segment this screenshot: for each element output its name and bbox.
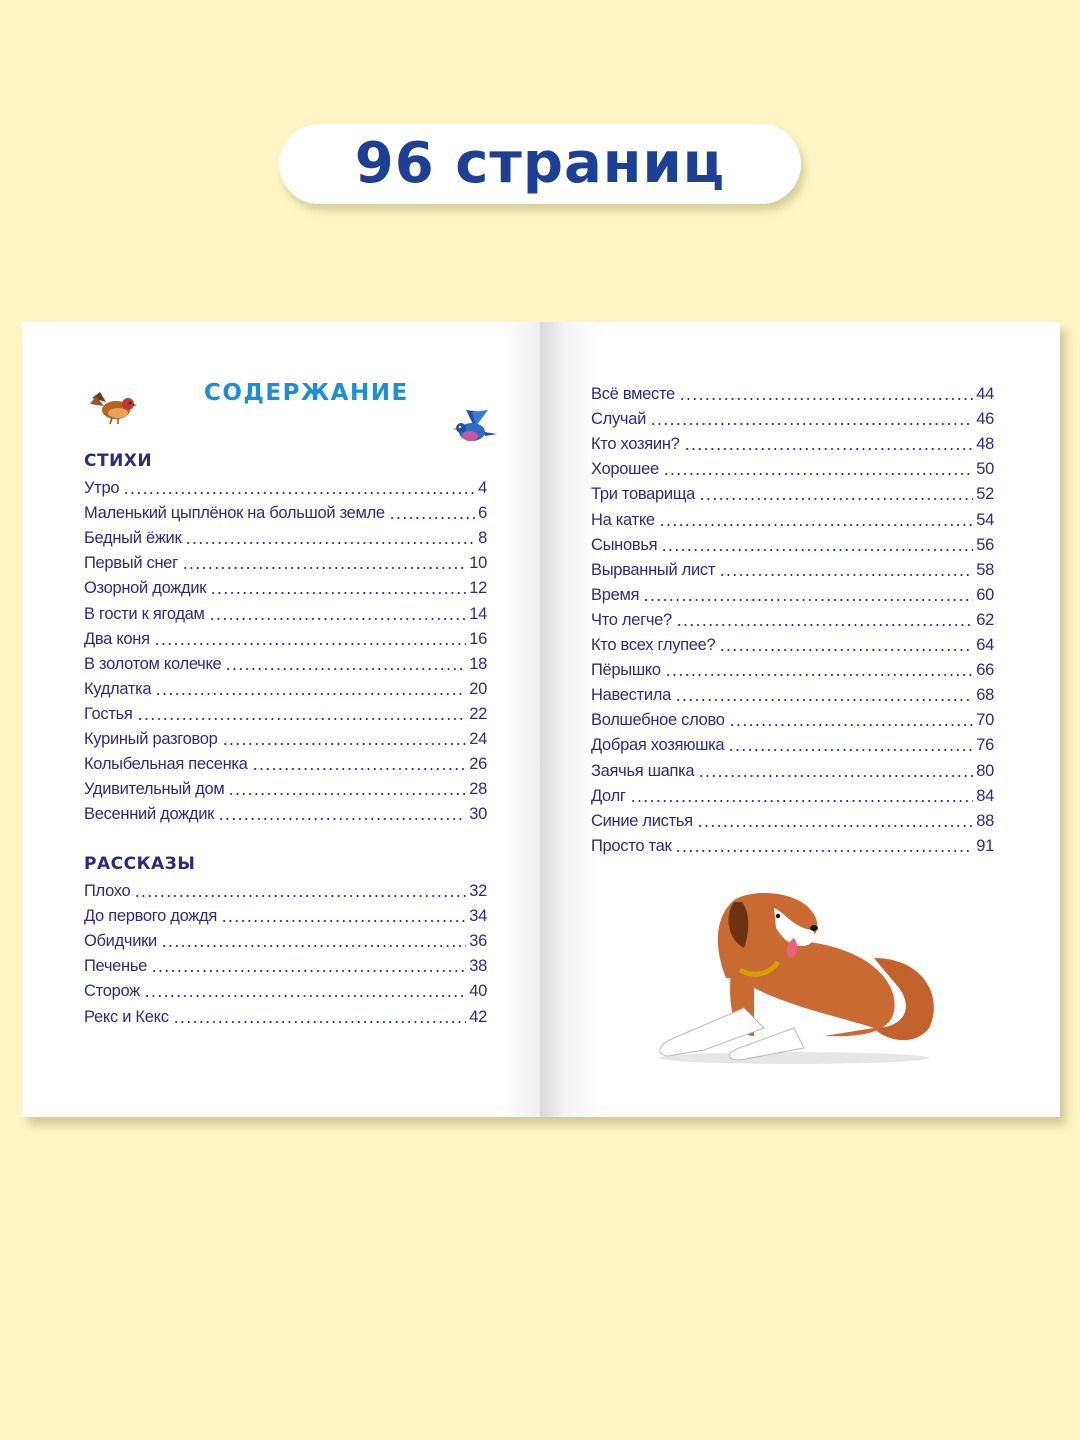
- page-count-text: 96 страниц: [354, 131, 726, 196]
- toc-entry: [591, 783, 994, 808]
- poems-list: [84, 475, 487, 826]
- toc-entry-title: Хорошее: [591, 460, 659, 479]
- toc-entry-title: Случай: [591, 410, 646, 429]
- toc-entry-page: 54: [976, 510, 994, 529]
- toc-entry-page: 62: [976, 610, 994, 629]
- toc-entry: [84, 676, 487, 701]
- toc-entry: [591, 582, 994, 607]
- toc-entry: [84, 751, 487, 776]
- toc-entry-page: 8: [478, 529, 487, 548]
- toc-entry-page: 4: [478, 479, 487, 498]
- toc-entry-page: 60: [976, 585, 994, 604]
- toc-entry: [84, 928, 487, 953]
- toc-entry-title: Два коня: [84, 629, 150, 648]
- toc-entry-page: 48: [976, 435, 994, 454]
- toc-entry-title: Синие листья: [591, 811, 693, 830]
- toc-entry: [84, 978, 487, 1003]
- toc-entry-page: 28: [469, 780, 487, 799]
- toc-entry: [84, 475, 487, 500]
- toc-entry: [591, 557, 994, 582]
- toc-entry: [591, 757, 994, 782]
- toc-entry-page: 24: [469, 730, 487, 749]
- toc-entry-title: Плохо: [84, 882, 131, 901]
- toc-entry-page: 80: [976, 761, 994, 780]
- toc-entry-title: Кто всех глупее?: [591, 636, 716, 655]
- toc-entry: [84, 953, 487, 978]
- toc-title: СОДЕРЖАНИЕ: [204, 380, 409, 406]
- toc-entry: [591, 431, 994, 456]
- toc-entry-title: На катке: [591, 510, 655, 529]
- toc-entry-title: Бедный ёжик: [84, 529, 182, 548]
- stories-list: [84, 878, 487, 1029]
- saint-bernard-dog: [644, 888, 944, 1068]
- toc-entry-title: Озорной дождик: [84, 579, 207, 598]
- toc-entry-page: 16: [469, 629, 487, 648]
- dot-leader: [659, 524, 973, 526]
- toc-entry: [591, 481, 994, 506]
- toc-entry-page: 38: [469, 957, 487, 976]
- toc-entry-title: Сыновья: [591, 535, 658, 554]
- toc-entry-title: Просто так: [591, 836, 672, 855]
- toc-entry-title: Куриный разговор: [84, 730, 218, 749]
- dot-leader: [650, 423, 973, 425]
- dot-leader: [697, 825, 973, 827]
- toc-entry: [84, 726, 487, 751]
- toc-entry-title: Кудлатка: [84, 679, 152, 698]
- toc-entry-page: 14: [469, 604, 487, 623]
- dot-leader: [679, 398, 973, 400]
- toc-entry-title: Вырванный лист: [591, 560, 716, 579]
- right-column-list: [591, 381, 994, 858]
- toc-entry: [591, 808, 994, 833]
- toc-entry-page: 34: [469, 907, 487, 926]
- dot-leader: [698, 775, 973, 777]
- toc-entry: [84, 550, 487, 575]
- toc-entry-title: Рекс и Кекс: [84, 1007, 169, 1026]
- toc-entry-page: 91: [976, 836, 994, 855]
- dot-leader: [154, 643, 466, 645]
- toc-entry-page: 10: [469, 554, 487, 573]
- dot-leader: [252, 768, 467, 770]
- dot-leader: [144, 995, 466, 997]
- toc-entry-title: В гости к ягодам: [84, 604, 205, 623]
- toc-entry: [591, 657, 994, 682]
- toc-entry-page: 12: [469, 579, 487, 598]
- dot-leader: [661, 549, 973, 551]
- toc-entry-page: 26: [469, 755, 487, 774]
- page-count-banner: [279, 124, 801, 204]
- toc-entry-title: До первого дождя: [84, 907, 218, 926]
- dot-leader: [729, 724, 974, 726]
- toc-entry-page: 18: [469, 654, 487, 673]
- toc-entry-title: Добрая хозяюшка: [591, 736, 725, 755]
- toc-entry-page: 44: [976, 385, 994, 404]
- toc-entry-title: Удивительный дом: [84, 780, 225, 799]
- toc-entry: [591, 707, 994, 732]
- dot-leader: [123, 492, 475, 494]
- toc-entry-page: 84: [976, 786, 994, 805]
- dot-leader: [675, 699, 973, 701]
- toc-entry-title: Колыбельная песенка: [84, 755, 248, 774]
- toc-entry-page: 20: [469, 679, 487, 698]
- toc-entry: [591, 406, 994, 431]
- toc-entry-page: 58: [976, 560, 994, 579]
- toc-entry-page: 76: [976, 736, 994, 755]
- toc-entry-page: 88: [976, 811, 994, 830]
- dot-leader: [699, 498, 973, 500]
- toc-entry: [591, 381, 994, 406]
- dot-leader: [173, 1021, 467, 1023]
- toc-entry: [591, 506, 994, 531]
- toc-entry-title: Маленький цыплёнок на большой земле: [84, 504, 385, 523]
- toc-entry-page: 36: [469, 932, 487, 951]
- toc-entry: [84, 651, 487, 676]
- dot-leader: [675, 850, 973, 852]
- dot-leader: [676, 624, 973, 626]
- toc-entry-title: Обидчики: [84, 932, 157, 951]
- toc-entry-title: Время: [591, 585, 640, 604]
- toc-entry: [591, 682, 994, 707]
- toc-entry-page: 66: [976, 661, 994, 680]
- toc-entry-title: Навестила: [591, 686, 671, 705]
- toc-entry: [591, 607, 994, 632]
- toc-entry: [84, 801, 487, 826]
- bluebird-icon: [452, 408, 498, 446]
- toc-entry-title: Гостья: [84, 704, 133, 723]
- dot-leader: [221, 920, 466, 922]
- dot-leader: [643, 599, 973, 601]
- dot-leader: [151, 970, 466, 972]
- toc-entry-page: 46: [976, 410, 994, 429]
- dot-leader: [719, 649, 973, 651]
- sparrow-icon: [88, 388, 138, 426]
- toc-entry: [84, 903, 487, 928]
- dot-leader: [225, 668, 466, 670]
- toc-entry-page: 22: [469, 704, 487, 723]
- dot-leader: [389, 517, 475, 519]
- toc-entry-title: Что легче?: [591, 610, 672, 629]
- toc-entry: [84, 701, 487, 726]
- toc-entry: [84, 776, 487, 801]
- toc-entry-title: Утро: [84, 479, 120, 498]
- toc-entry-title: Долг: [591, 786, 626, 805]
- toc-entry-page: 42: [469, 1007, 487, 1026]
- stories-heading: РАССКАЗЫ: [84, 854, 196, 874]
- dot-leader: [728, 749, 973, 751]
- dot-leader: [210, 592, 466, 594]
- dot-leader: [137, 718, 467, 720]
- toc-entry-title: Кто хозяин?: [591, 435, 680, 454]
- toc-entry: [84, 600, 487, 625]
- toc-entry-title: Заячья шапка: [591, 761, 695, 780]
- toc-entry-title: Весенний дождик: [84, 805, 215, 824]
- toc-entry-page: 50: [976, 460, 994, 479]
- dot-leader: [155, 693, 466, 695]
- toc-entry-page: 30: [469, 805, 487, 824]
- dot-leader: [161, 945, 466, 947]
- toc-entry-title: Сторож: [84, 982, 140, 1001]
- toc-entry: [591, 532, 994, 557]
- poems-heading: СТИХИ: [84, 451, 153, 471]
- toc-entry-page: 64: [976, 636, 994, 655]
- toc-entry-title: Три товарища: [591, 485, 695, 504]
- toc-entry: [591, 732, 994, 757]
- toc-entry-page: 40: [469, 982, 487, 1001]
- toc-entry-page: 68: [976, 686, 994, 705]
- dot-leader: [719, 574, 973, 576]
- dot-leader: [663, 473, 973, 475]
- toc-entry-page: 32: [469, 882, 487, 901]
- dot-leader: [630, 800, 974, 802]
- dot-leader: [228, 793, 466, 795]
- toc-entry: [591, 456, 994, 481]
- toc-entry-title: Первый снег: [84, 554, 178, 573]
- toc-entry: [84, 525, 487, 550]
- toc-entry-page: 70: [976, 711, 994, 730]
- dot-leader: [209, 618, 467, 620]
- toc-entry: [84, 878, 487, 903]
- toc-entry: [84, 1003, 487, 1028]
- dot-leader: [222, 743, 467, 745]
- toc-entry-title: Пёрышко: [591, 661, 661, 680]
- dot-leader: [218, 818, 466, 820]
- toc-entry-page: 6: [478, 504, 487, 523]
- toc-entry-title: Всё вместе: [591, 385, 675, 404]
- dot-leader: [185, 542, 475, 544]
- toc-entry-title: В золотом колечке: [84, 654, 222, 673]
- toc-entry-page: 52: [976, 485, 994, 504]
- toc-entry: [84, 626, 487, 651]
- dot-leader: [684, 448, 974, 450]
- dot-leader: [182, 567, 466, 569]
- dot-leader: [665, 674, 973, 676]
- toc-entry-page: 56: [976, 535, 994, 554]
- toc-entry-title: Печенье: [84, 957, 148, 976]
- dot-leader: [134, 895, 466, 897]
- toc-entry: [84, 500, 487, 525]
- toc-entry: [84, 575, 487, 600]
- toc-entry-title: Волшебное слово: [591, 711, 725, 730]
- toc-entry: [591, 833, 994, 858]
- toc-entry: [591, 632, 994, 657]
